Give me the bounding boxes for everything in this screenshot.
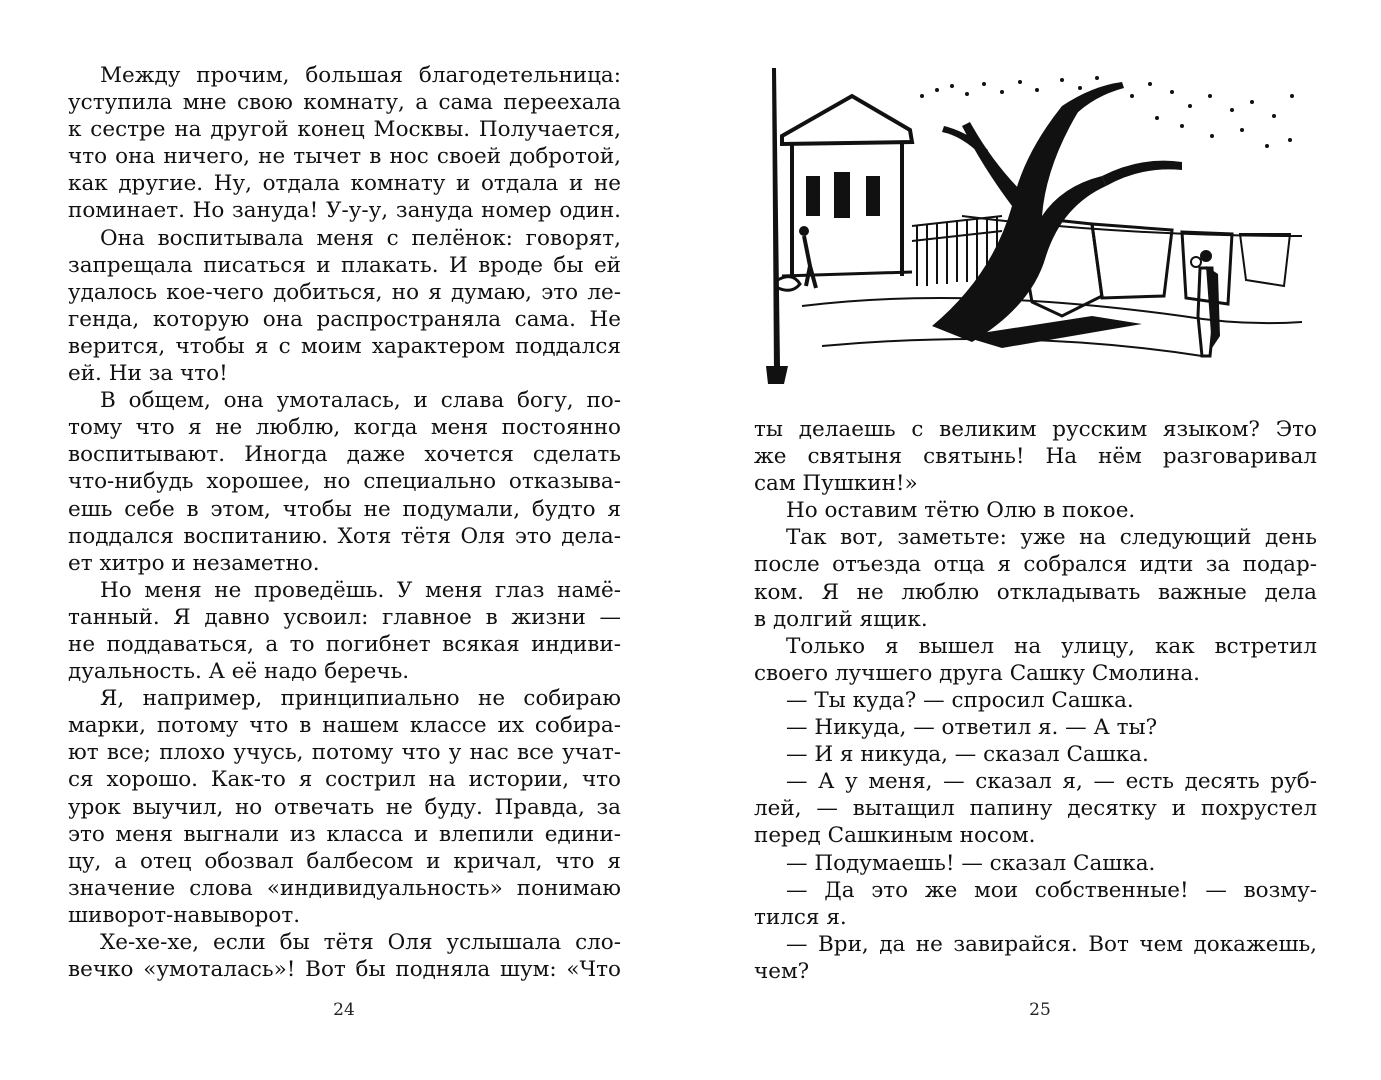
left-page [0, 0, 690, 1080]
text-line: — Подумаешь! — сказал Сашка. [786, 850, 1156, 876]
text-line: перед Сашкиным носом. [754, 823, 1036, 849]
text-line: ты делаешь с великим русским языком? Это [754, 417, 1317, 442]
text-line: Только я вышел на улицу, как встретил [786, 633, 1317, 659]
text-line: В общем, она умоталась, и слава богу, по- [100, 388, 621, 414]
text-line: Между прочим, большая благодетельница: [100, 63, 621, 88]
text-line: тому что я не люблю, когда меня постоянно [68, 415, 621, 441]
right-page [690, 0, 1381, 1080]
text-line: Хе-хе-хе, если бы тётя Оля услышала сло- [100, 930, 621, 955]
text-line: Но меня не проведёшь. У меня глаз намё- [100, 577, 621, 603]
text-line: значение слова «индивидуальность» понимаю [68, 875, 621, 901]
text-line: цу, а отец обозвал балбесом и кричал, что я [68, 848, 621, 874]
text-line: марки, потому что в нашем классе их собира- [68, 713, 621, 739]
text-line: — И я никуда, — сказал Сашка. [786, 742, 1149, 768]
text-line: как другие. Ну, отдала комнату и отдала и не [68, 171, 621, 197]
text-line: же святыня святынь! На нём разговаривал [754, 444, 1317, 470]
text-line: — Ври, да не завирайся. Вот чем докажешь, [786, 931, 1317, 957]
text-line: урок выучил, но отвечать не буду. Правда, за [68, 794, 621, 820]
text-line: это меня выгнали из класса и влепили едини- [68, 821, 621, 847]
text-line: верится, чтобы я с моим характером поддался [68, 333, 621, 359]
text-line: Но оставим тётю Олю в покое. [786, 498, 1136, 524]
text-line: генда, которую она распространяла сама. Не [68, 306, 621, 332]
page-number-right: 25 [1029, 1000, 1051, 1020]
text-line: поминает. Но зануда! У-у-у, зануда номер один. [68, 198, 621, 224]
text-line: сам Пушкин!» [754, 471, 918, 497]
text-line: что-нибудь хорошее, но специально отказыва- [68, 469, 621, 495]
text-line: своего лучшего друга Сашку Смолина. [754, 660, 1200, 686]
text-line: — Да это же мои собственные! — возму- [786, 877, 1317, 903]
text-line: уступила мне свою комнату, а сама переехала [68, 90, 621, 116]
text-line: запрещала писаться и плакать. И вроде бы ей [68, 252, 621, 278]
right-page-text [754, 416, 1317, 985]
text-line: поддался воспитанию. Хотя тётя Оля это дела- [68, 523, 621, 549]
text-line: чем? [754, 958, 810, 984]
text-line: танный. Я давно усвоил: главное в жизни — [68, 604, 621, 630]
text-line: тился я. [754, 904, 847, 930]
text-line: ей. Ни за что! [68, 361, 228, 387]
text-line: к сестре на другой конец Москвы. Получается, [68, 117, 621, 143]
text-line: ют все; плохо учусь, потому что у нас все учат- [68, 740, 621, 766]
text-line: лей, — вытащил папину десятку и похрустел [754, 796, 1317, 822]
text-line: Я, например, принципиально не собираю [100, 686, 621, 712]
text-line: ком. Я не люблю откладывать важные дела [754, 579, 1317, 605]
text-line: Она воспитывала меня с пелёнок: говорят, [100, 225, 621, 251]
page-number-left: 24 [333, 1000, 355, 1020]
text-line: удалось кое-чего добиться, но я думаю, это ле- [68, 279, 621, 305]
text-line: — А у меня, — сказал я, — есть десять руб- [786, 769, 1317, 795]
text-line: — Никуда, — ответил я. — А ты? [786, 715, 1158, 741]
text-line: ся хорошо. Как-то я сострил на истории, что [68, 767, 621, 793]
ink-illustration-courtyard [762, 66, 1310, 384]
text-line: ет хитро и незаметно. [68, 550, 320, 576]
text-line: в долгий ящик. [754, 606, 928, 632]
text-line: воспитывают. Иногда даже хочется сделать [68, 442, 621, 468]
text-line: после отъезда отца я собрался идти за подар- [754, 552, 1317, 578]
text-line: вечко «умоталась»! Вот бы подняла шум: «Что [68, 957, 621, 983]
left-page-text [68, 62, 621, 983]
text-line: что она ничего, не тычет в нос своей добротой, [68, 144, 621, 170]
text-line: — Ты куда? — спросил Сашка. [786, 687, 1134, 713]
text-line: Так вот, заметьте: уже на следующий день [786, 525, 1317, 551]
text-line: дуальность. А её надо беречь. [68, 659, 410, 685]
text-line: ешь себе в этом, чтобы не подумали, будто я [68, 496, 621, 522]
text-line: шиворот-навыворот. [68, 902, 301, 928]
text-line: не поддаваться, а то погибнет всякая индиви- [68, 631, 621, 657]
